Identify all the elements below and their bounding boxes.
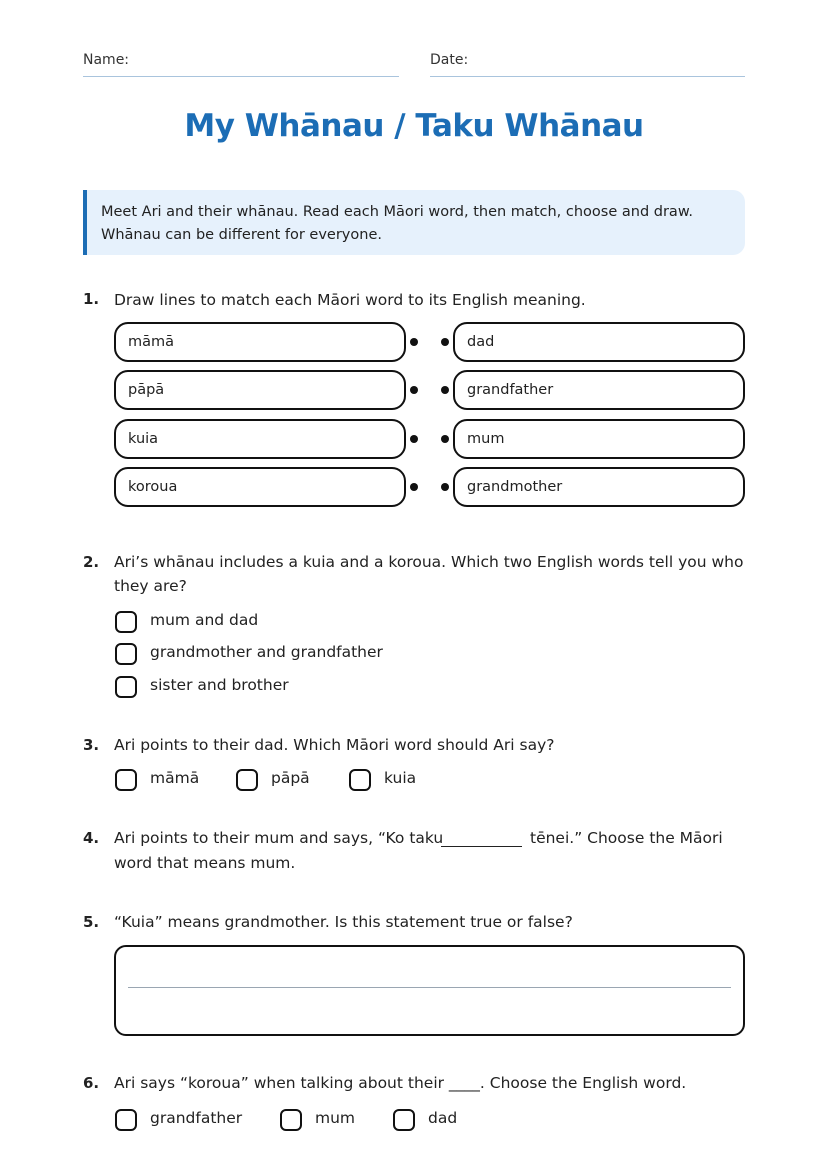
q6-option-label: grandfather: [150, 1109, 243, 1127]
match-right-mum: mum: [453, 419, 745, 459]
match-left-dot[interactable]: [410, 386, 418, 394]
intro-line-1: Meet Ari and their whānau. Read each Māori word, then match, choose and draw.: [101, 204, 693, 220]
intro-callout: [83, 190, 745, 255]
q3-checkbox[interactable]: [349, 769, 371, 791]
q2-checkbox[interactable]: [115, 611, 137, 633]
match-right-dot[interactable]: [441, 386, 449, 394]
q3-checkbox[interactable]: [115, 769, 137, 791]
match-left-dot[interactable]: [410, 338, 418, 346]
q5-text: “Kuia” means grandmother. Is this statement true or false?: [114, 913, 573, 931]
q4-line-2: word that means mum.: [114, 854, 296, 872]
q5-writing-line: [128, 987, 731, 988]
q3-option-label: kuia: [384, 769, 417, 787]
q6-checkbox[interactable]: [280, 1109, 302, 1131]
q3-checkbox[interactable]: [236, 769, 258, 791]
q3-text: Ari points to their dad. Which Māori word should Ari say?: [114, 736, 555, 754]
q2-line-1: Ari’s whānau includes a kuia and a koroua. Which two English words tell you who: [114, 553, 744, 571]
match-left-mama: māmā: [114, 322, 406, 362]
q6-checkbox[interactable]: [115, 1109, 137, 1131]
match-right-grandfather: grandfather: [453, 370, 745, 410]
q3-option-label: māmā: [150, 769, 200, 787]
date-field[interactable]: [430, 76, 745, 77]
q4-line-1a: Ari points to their mum and says, “Ko taku: [114, 829, 444, 847]
match-left-koroua: koroua: [114, 467, 406, 507]
q4-line-1b: tēnei.” Choose the Māori: [530, 829, 723, 847]
q2-text: [114, 550, 743, 598]
q2-checkbox[interactable]: [115, 676, 137, 698]
q2-option-label: grandmother and grandfather: [150, 643, 383, 661]
match-right-dad: dad: [453, 322, 745, 362]
q4-blank-line[interactable]: [441, 846, 522, 847]
date-label: Date:: [430, 52, 469, 68]
q5-number: 5.: [83, 913, 100, 931]
q1-number: 1.: [83, 290, 100, 308]
q6-option-label: dad: [428, 1109, 458, 1127]
q6-number: 6.: [83, 1074, 100, 1092]
match-right-dot[interactable]: [441, 338, 449, 346]
name-label: Name:: [83, 52, 130, 68]
match-right-grandmother: grandmother: [453, 467, 745, 507]
match-left-papa: pāpā: [114, 370, 406, 410]
intro-line-2: Whānau can be different for everyone.: [101, 227, 382, 243]
match-right-dot[interactable]: [441, 435, 449, 443]
q3-number: 3.: [83, 736, 100, 754]
q6-option-label: mum: [315, 1109, 356, 1127]
q2-number: 2.: [83, 553, 100, 571]
q2-option-label: sister and brother: [150, 676, 289, 694]
match-left-dot[interactable]: [410, 435, 418, 443]
q4-number: 4.: [83, 829, 100, 847]
q1-text: Draw lines to match each Māori word to its English meaning.: [114, 291, 586, 309]
q2-option-label: mum and dad: [150, 611, 259, 629]
match-left-kuia: kuia: [114, 419, 406, 459]
name-field[interactable]: [83, 76, 399, 77]
match-right-dot[interactable]: [441, 483, 449, 491]
q2-checkbox[interactable]: [115, 643, 137, 665]
q2-line-2: they are?: [114, 577, 187, 595]
page-title: My Whānau / Taku Whānau: [184, 108, 644, 144]
match-left-dot[interactable]: [410, 483, 418, 491]
q6-text: Ari says “koroua” when talking about their ____. Choose the English word.: [114, 1074, 687, 1092]
q6-checkbox[interactable]: [393, 1109, 415, 1131]
q5-answer-box[interactable]: [114, 945, 745, 1036]
q3-option-label: pāpā: [271, 769, 310, 787]
